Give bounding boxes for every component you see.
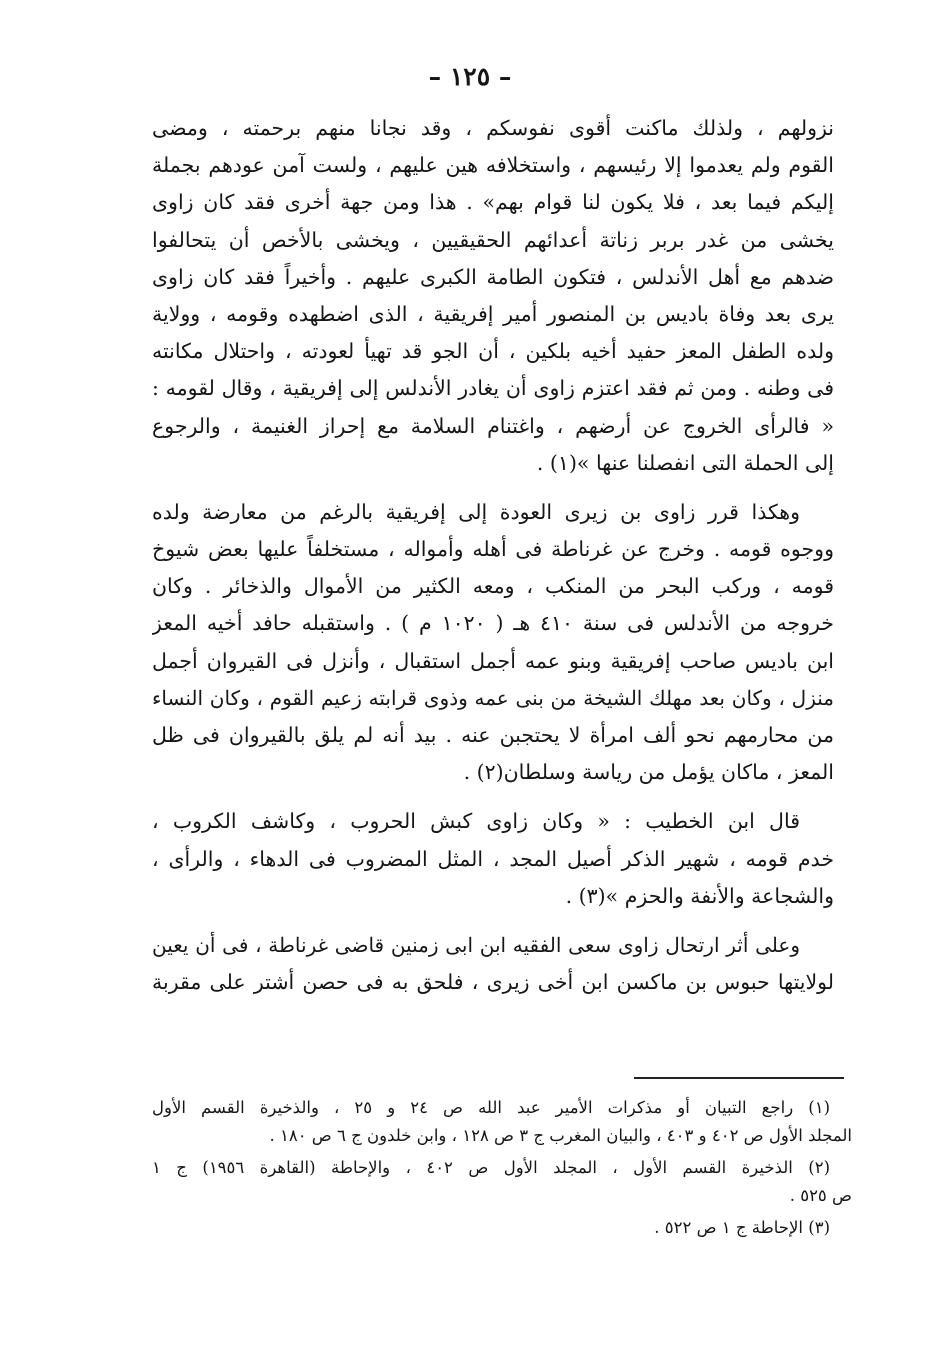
text-line: قال ابن الخطيب : « وكان زاوى كبش الحروب ، وكاشف الكروب ، xyxy=(152,809,800,834)
footnote-line: المجلد الأول ص ٤٠٢ و ٤٠٣ ، والبيان المغرب ج ٣ ص ١٢٨ ، وابن خلدون ج ٦ ص ١٨٠ . xyxy=(269,1126,852,1145)
footnotes xyxy=(152,1094,852,1246)
footnote-divider xyxy=(634,1077,844,1079)
text-line: المعز ، ماكان يؤمل من رياسة وسلطان(٢) . xyxy=(463,760,834,785)
text-line: القوم ولم يعدموا إلا رئيسهم ، واستخلافه هين عليهم ، ولست آمن عودهم بجملة xyxy=(152,153,834,178)
text-line: ابن باديس صاحب إفريقية وبنو عمه أجمل استقبال ، وأنزل فى القيروان أجمل xyxy=(152,648,834,673)
text-line: خدم قومه ، شهير الذكر أصيل المجد ، المثل المضروب فى الدهاء ، والرأى ، xyxy=(152,846,834,871)
text-line: ووجوه قومه . وخرج عن غرناطة فى أهله وأمواله ، مستخلفاً عليها بعض شيوخ xyxy=(152,537,834,562)
text-line: ولده الطفل المعز حفيد أخيه بلكين ، أن الجو قد تهيأ لعودته ، واحتلال مكانته xyxy=(152,339,834,364)
text-line: منزل ، وكان بعد مهلك الشيخة من بنى عمه وذوى قرابته زعيم القوم ، وكان النساء xyxy=(152,685,834,710)
text-line: ضدهم مع أهل الأندلس ، فتكون الطامة الكبرى عليهم . وأخيراً فقد كان زاوى xyxy=(152,264,834,289)
footnote-line: (٢) الذخيرة القسم الأول ، المجلد الأول ص ٤٠٢ ، والإحاطة (القاهرة ١٩٥٦) ج ١ xyxy=(152,1158,830,1177)
footnote xyxy=(152,1094,852,1150)
text-line: يرى بعد وفاة باديس بن المنصور أمير إفريقية ، الذى اضطهده وقومه ، وولاية xyxy=(152,301,834,326)
paragraph xyxy=(152,110,834,482)
footnote-line: ص ٥٢٥ . xyxy=(789,1186,852,1205)
text-line: « فالرأى الخروج عن أرضهم ، واغتنام السلامة مع إحراز الغنيمة ، والرجوع xyxy=(152,413,834,438)
paragraph xyxy=(152,927,834,1001)
footnote-line: (٣) الإحاطة ج ١ ص ٥٢٢ . xyxy=(654,1218,830,1237)
text-line: خروجه من الأندلس فى سنة ٤١٠ هـ ( ١٠٢٠ م ) . واستقبله حافد أخيه المعز xyxy=(152,611,834,636)
text-line: يخشى من غدر بربر زناتة أعدائهم الحقيقيين ، ويخشى بالأخص أن يتحالفوا xyxy=(152,227,834,252)
text-line: وهكذا قرر زاوى بن زيرى العودة إلى إفريقية بالرغم من معارضة ولده xyxy=(152,499,800,524)
footnote-line: (١) راجع التبيان أو مذكرات الأمير عبد الله ص ٢٤ و ٢٥ ، والذخيرة القسم الأول xyxy=(152,1098,830,1117)
text-line: والشجاعة والأنفة والحزم »(٣) . xyxy=(565,883,834,908)
text-line: قومه ، وركب البحر من المنكب ، ومعه الكثير من الأموال والذخائر . وكان xyxy=(152,574,834,599)
text-line: إليكم فيما بعد ، فلا يكون لنا قوام بهم» . هذا ومن جهة أخرى فقد كان زاوى xyxy=(152,190,834,215)
text-line: من محارمهم نحو ألف امرأة لا يحتجبن عنه . بيد أنه لم يلق بالقيروان فى ظل xyxy=(152,723,834,747)
paragraph xyxy=(152,494,834,792)
text-line: لولايتها حبوس بن ماكسن ابن أخى زيرى ، فلحق به فى حصن أشتر على مقربة xyxy=(152,970,834,995)
text-line: نزولهم ، ولذلك ماكنت أقوى نفوسكم ، وقد نجانا منهم برحمته ، ومضى xyxy=(152,116,834,140)
footnote xyxy=(152,1214,852,1242)
text-line: إلى الحملة التى انفصلنا عنها »(١) . xyxy=(536,450,834,475)
footnote xyxy=(152,1154,852,1210)
text-line: فى وطنه . ومن ثم فقد اعتزم زاوى أن يغادر الأندلس إلى إفريقية ، وقال لقومه : xyxy=(152,376,834,401)
main-text xyxy=(152,110,834,1013)
text-line: وعلى أثر ارتحال زاوى سعى الفقيه ابن ابى زمنين قاضى غرناطة ، فى أن يعين xyxy=(152,932,800,957)
paragraph xyxy=(152,803,834,915)
page-number: – ١٢٥ – xyxy=(428,62,512,91)
